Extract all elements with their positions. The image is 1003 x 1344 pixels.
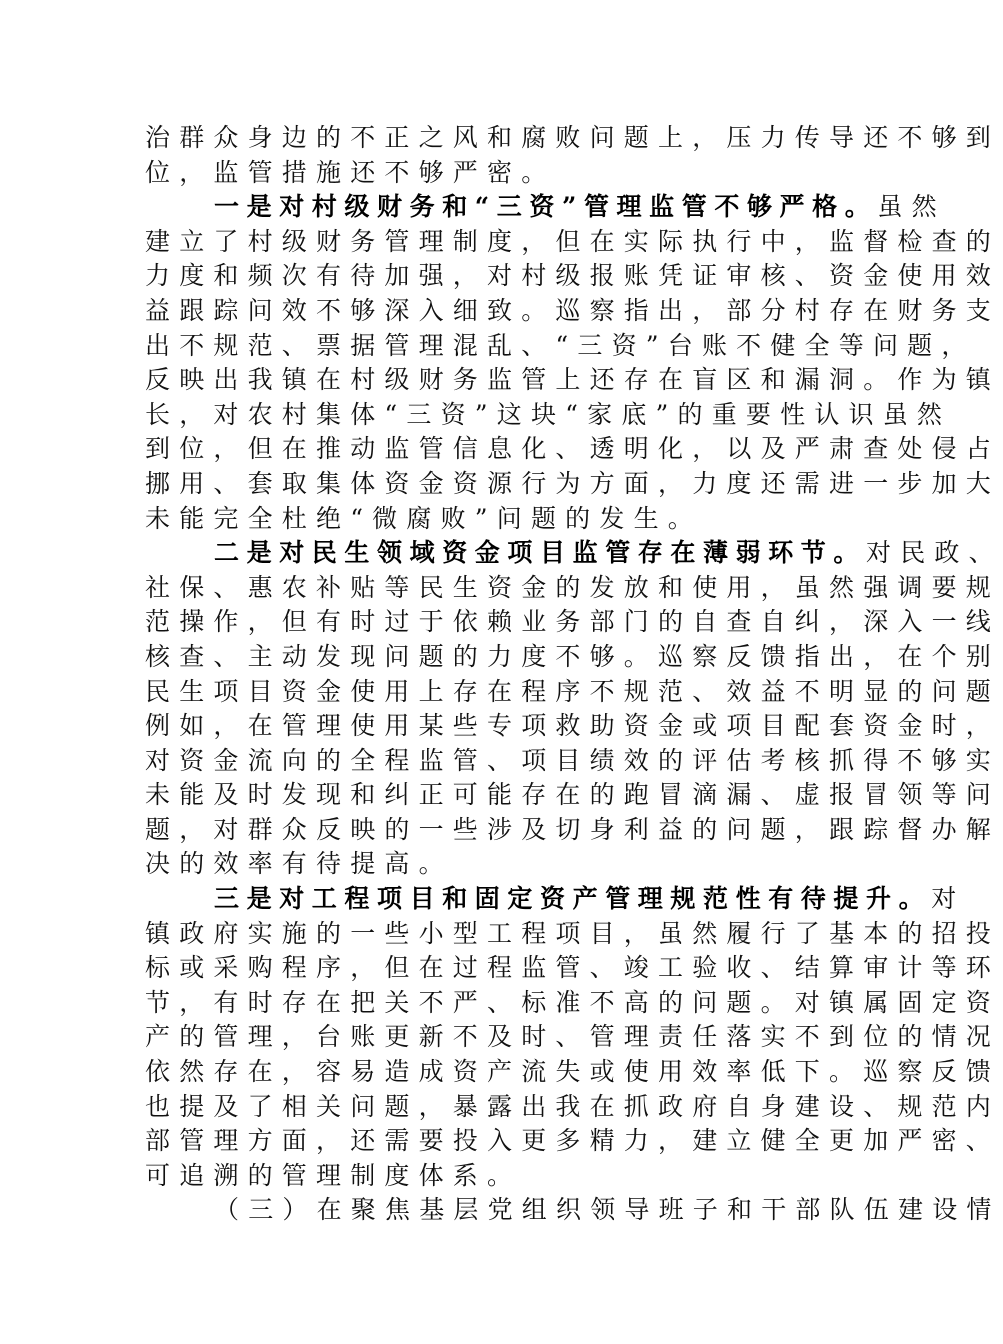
- paragraph-line: 反映出我镇在村级财务监管上还存在盲区和漏洞。作为镇: [145, 365, 1001, 395]
- paragraph-line: 位，监管措施还不够严密。: [145, 157, 556, 187]
- paragraph-line: 镇政府实施的一些小型工程项目，虽然履行了基本的招投: [145, 918, 1001, 948]
- paragraph-line: 产的管理，台账更新不及时、管理责任落实不到位的情况: [145, 1022, 1001, 1052]
- paragraph-line: 范操作，但有时过于依赖业务部门的自查自纠，深入一线: [145, 607, 1001, 637]
- paragraph-line: 社保、惠农补贴等民生资金的发放和使用，虽然强调要规: [145, 572, 1001, 602]
- paragraph-line: 节，有时存在把关不严、标准不高的问题。对镇属固定资: [145, 987, 1001, 1017]
- paragraph-line: 建立了村级财务管理制度，但在实际执行中，监督检查的: [145, 226, 1001, 256]
- paragraph-line: 力度和频次有待加强，对村级报账凭证审核、资金使用效: [145, 261, 1001, 291]
- subsection-heading: （三）在聚焦基层党组织领导班子和干部队伍建设情: [214, 1195, 1001, 1225]
- paragraph-line: 决的效率有待提高。: [145, 849, 453, 879]
- paragraph-line: 依然存在，容易造成资产流失或使用效率低下。巡察反馈: [145, 1057, 1001, 1087]
- paragraph-text: 虽然: [877, 192, 946, 222]
- paragraph-text: 对民政、: [866, 538, 1003, 568]
- section-heading-line: [145, 190, 946, 225]
- paragraph-line: 长，对农村集体“三资”这块“家底”的重要性认识虽然: [145, 399, 952, 429]
- bold-heading-3: 三是对工程项目和固定资产管理规范性有待提升。: [214, 884, 932, 914]
- paragraph-text: 对: [931, 884, 966, 914]
- paragraph-line: 例如，在管理使用某些专项救助资金或项目配套资金时，: [145, 711, 1001, 741]
- paragraph-line: 民生项目资金使用上存在程序不规范、效益不明显的问题: [145, 676, 1001, 706]
- paragraph-line: 核查、主动发现问题的力度不够。巡察反馈指出，在个别: [145, 641, 1001, 671]
- paragraph-line: 益跟踪问效不够深入细致。巡察指出，部分村存在财务支: [145, 295, 1001, 325]
- bold-heading-2: 二是对民生领域资金项目监管存在薄弱环节。: [214, 538, 867, 568]
- section-heading-line: [145, 882, 966, 917]
- paragraph-line: 标或采购程序，但在过程监管、竣工验收、结算审计等环: [145, 953, 1001, 983]
- document-page: [145, 121, 1003, 1228]
- section-heading-line: [145, 536, 1003, 571]
- paragraph-line: 未能及时发现和纠正可能存在的跑冒滴漏、虚报冒领等问: [145, 780, 1001, 810]
- paragraph-line: 未能完全杜绝“微腐败”问题的发生。: [145, 503, 702, 533]
- bold-heading-1: 一是对村级财务和“三资”管理监管不够严格。: [214, 192, 878, 222]
- paragraph-line: 挪用、套取集体资金资源行为方面，力度还需进一步加大: [145, 468, 1001, 498]
- paragraph-line: 对资金流向的全程监管、项目绩效的评估考核抓得不够实: [145, 745, 1001, 775]
- paragraph-line: 出不规范、票据管理混乱、“三资”台账不健全等问题，: [145, 330, 976, 360]
- paragraph-line: 可追溯的管理制度体系。: [145, 1160, 522, 1190]
- paragraph-line: 到位，但在推动监管信息化、透明化，以及严肃查处侵占: [145, 434, 1001, 464]
- paragraph-line: 治群众身边的不正之风和腐败问题上，压力传导还不够到: [145, 123, 1001, 152]
- paragraph-line: 也提及了相关问题，暴露出我在抓政府自身建设、规范内: [145, 1091, 1001, 1121]
- paragraph-line: 部管理方面，还需要投入更多精力，建立健全更加严密、: [145, 1126, 1001, 1156]
- paragraph-line: 题，对群众反映的一些涉及切身利益的问题，跟踪督办解: [145, 814, 1001, 844]
